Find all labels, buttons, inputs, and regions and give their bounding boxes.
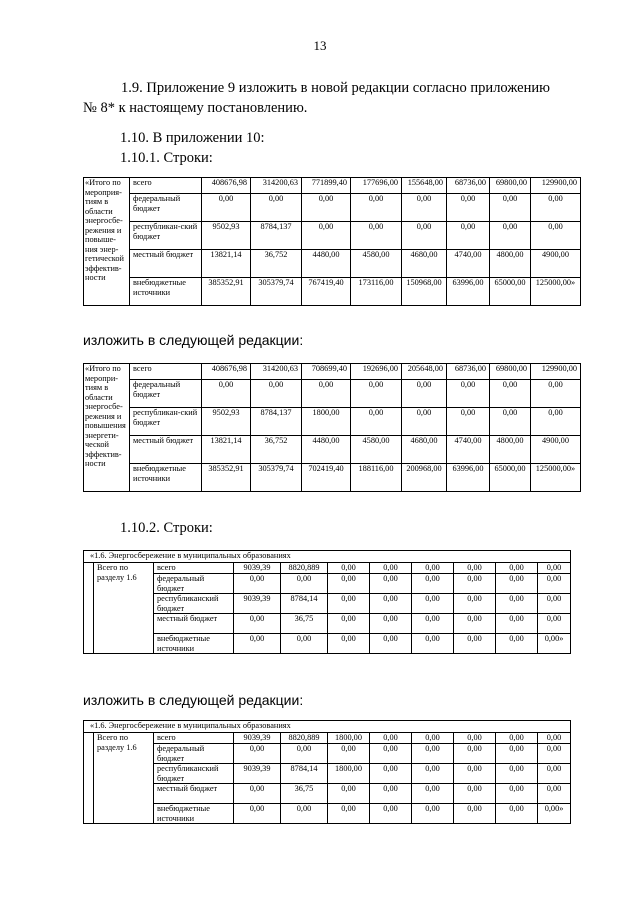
value-cell: 173116,00 — [351, 278, 402, 306]
source-name-cell: всего — [130, 364, 202, 380]
value-cell: 0,00 — [402, 194, 447, 222]
value-cell: 4680,00 — [402, 436, 447, 464]
value-cell: 0,00 — [496, 574, 538, 594]
table-row — [84, 380, 581, 408]
value-cell: 1800,00 — [302, 408, 351, 436]
value-cell: 0,00 — [370, 744, 412, 764]
value-cell: 4480,00 — [302, 436, 351, 464]
value-cell: 0,00 — [234, 784, 281, 804]
value-cell: 200968,00 — [402, 464, 447, 492]
heading-1-10-2: 1.10.2. Строки: — [120, 520, 213, 536]
value-cell: 0,00 — [202, 194, 251, 222]
indent-cell — [84, 733, 94, 824]
value-cell: 0,00 — [281, 744, 328, 764]
value-cell: 0,00 — [281, 634, 328, 654]
value-cell: 385352,91 — [202, 464, 251, 492]
value-cell: 9039,39 — [234, 563, 281, 574]
value-cell: 150968,00 — [402, 278, 447, 306]
table-row — [84, 436, 581, 464]
source-name-cell: внебюджетные источники — [130, 464, 202, 492]
value-cell: 0,00 — [496, 733, 538, 744]
value-cell: 0,00 — [281, 804, 328, 824]
value-cell: 0,00 — [251, 194, 302, 222]
value-cell: 0,00 — [454, 614, 496, 634]
value-cell: 0,00 — [234, 634, 281, 654]
value-cell: 8784,137 — [251, 222, 302, 250]
value-cell: 9502,93 — [202, 408, 251, 436]
table-row — [84, 464, 581, 492]
value-cell: 8820,889 — [281, 733, 328, 744]
table-row — [84, 804, 571, 824]
value-cell: 702419,40 — [302, 464, 351, 492]
table-row — [84, 594, 571, 614]
value-cell: 0,00 — [402, 408, 447, 436]
row-group-label: Всего по разделу 1.6 — [94, 563, 154, 654]
heading-1-10-1: 1.10.1. Строки: — [120, 150, 213, 166]
value-cell: 771899,40 — [302, 178, 351, 194]
value-cell: 205648,00 — [402, 364, 447, 380]
value-cell: 0,00 — [370, 614, 412, 634]
table-1-10-2-new — [83, 720, 571, 824]
paragraph-1-9-line-1: 1.9. Приложение 9 изложить в новой редакции согласно приложению — [121, 80, 550, 96]
table-row — [84, 278, 581, 306]
value-cell: 13821,14 — [202, 436, 251, 464]
source-name-cell: республикан-ский бюджет — [130, 222, 202, 250]
value-cell: 0,00 — [412, 744, 454, 764]
value-cell: 68736,00 — [447, 178, 490, 194]
value-cell: 0,00 — [454, 784, 496, 804]
value-cell: 0,00 — [328, 614, 370, 634]
value-cell: 0,00 — [447, 408, 490, 436]
value-cell: 36,752 — [251, 436, 302, 464]
value-cell: 68736,00 — [447, 364, 490, 380]
value-cell: 69800,00 — [490, 178, 531, 194]
value-cell: 0,00 — [202, 380, 251, 408]
table-row — [84, 563, 571, 574]
value-cell: 0,00 — [447, 380, 490, 408]
value-cell: 0,00 — [370, 764, 412, 784]
value-cell: 0,00 — [447, 194, 490, 222]
value-cell: 4680,00 — [402, 250, 447, 278]
value-cell: 0,00 — [531, 380, 581, 408]
value-cell: 0,00 — [538, 764, 571, 784]
section-header-row — [84, 551, 571, 563]
value-cell: 305379,74 — [251, 278, 302, 306]
table-1-10-2-old — [83, 550, 571, 654]
value-cell: 0,00 — [412, 574, 454, 594]
value-cell: 0,00 — [490, 222, 531, 250]
value-cell: 0,00 — [234, 614, 281, 634]
value-cell: 192696,00 — [351, 364, 402, 380]
value-cell: 0,00 — [370, 574, 412, 594]
value-cell: 0,00 — [370, 804, 412, 824]
value-cell: 0,00 — [370, 634, 412, 654]
value-cell: 0,00 — [351, 408, 402, 436]
value-cell: 9039,39 — [234, 764, 281, 784]
value-cell: 8820,889 — [281, 563, 328, 574]
source-name-cell: всего — [130, 178, 202, 194]
value-cell: 0,00 — [496, 563, 538, 574]
source-name-cell: внебюджетные источники — [154, 804, 234, 824]
section-header: «1.6. Энергосбережение в муниципальных образованиях — [84, 551, 571, 563]
value-cell: 385352,91 — [202, 278, 251, 306]
value-cell: 0,00 — [538, 744, 571, 764]
source-name-cell: всего — [154, 563, 234, 574]
table-row — [84, 250, 581, 278]
value-cell: 0,00 — [454, 804, 496, 824]
value-cell: 0,00 — [454, 764, 496, 784]
value-cell: 0,00 — [454, 594, 496, 614]
value-cell: 63996,00 — [447, 464, 490, 492]
row-group-label: «Итого по меропри-тиям в области энергосбе-режения и повышения энергети-ческой эффектив-ности — [84, 364, 130, 492]
value-cell: 9502,93 — [202, 222, 251, 250]
value-cell: 8784,14 — [281, 594, 328, 614]
value-cell: 36,75 — [281, 784, 328, 804]
value-cell: 0,00 — [496, 784, 538, 804]
value-cell: 0,00 — [412, 784, 454, 804]
value-cell: 0,00» — [538, 634, 571, 654]
value-cell: 0,00» — [538, 804, 571, 824]
value-cell: 4800,00 — [490, 250, 531, 278]
value-cell: 314200,63 — [251, 178, 302, 194]
source-name-cell: федеральный бюджет — [154, 744, 234, 764]
value-cell: 65000,00 — [490, 464, 531, 492]
value-cell: 0,00 — [402, 222, 447, 250]
value-cell: 708699,40 — [302, 364, 351, 380]
value-cell: 0,00 — [351, 194, 402, 222]
value-cell: 0,00 — [538, 563, 571, 574]
value-cell: 0,00 — [538, 733, 571, 744]
value-cell: 305379,74 — [251, 464, 302, 492]
value-cell: 0,00 — [412, 804, 454, 824]
value-cell: 4800,00 — [490, 436, 531, 464]
section-header-row — [84, 721, 571, 733]
value-cell: 0,00 — [251, 380, 302, 408]
value-cell: 0,00 — [496, 764, 538, 784]
value-cell: 0,00 — [234, 744, 281, 764]
table-row — [84, 614, 571, 634]
section-header: «1.6. Энергосбережение в муниципальных образованиях — [84, 721, 571, 733]
value-cell: 8784,14 — [281, 764, 328, 784]
value-cell: 4900,00 — [531, 436, 581, 464]
value-cell: 129900,00 — [531, 178, 581, 194]
value-cell: 0,00 — [328, 744, 370, 764]
value-cell: 1800,00 — [328, 764, 370, 784]
value-cell: 0,00 — [531, 222, 581, 250]
table-1-10-1-new — [83, 363, 581, 492]
table-1-10-1-old — [83, 177, 581, 306]
table-row — [84, 178, 581, 194]
value-cell: 0,00 — [496, 804, 538, 824]
source-name-cell: местный бюджет — [130, 250, 202, 278]
value-cell: 0,00 — [412, 563, 454, 574]
value-cell: 0,00 — [351, 380, 402, 408]
value-cell: 0,00 — [302, 222, 351, 250]
value-cell: 0,00 — [454, 744, 496, 764]
value-cell: 4740,00 — [447, 250, 490, 278]
value-cell: 4900,00 — [531, 250, 581, 278]
value-cell: 36,75 — [281, 614, 328, 634]
value-cell: 1800,00 — [328, 733, 370, 744]
value-cell: 9039,39 — [234, 733, 281, 744]
value-cell: 314200,63 — [251, 364, 302, 380]
value-cell: 188116,00 — [351, 464, 402, 492]
value-cell: 0,00 — [538, 784, 571, 804]
source-name-cell: республикан-ский бюджет — [130, 408, 202, 436]
paragraph-1-9 — [83, 78, 583, 118]
intro-new-edition-2: изложить в следующей редакции: — [83, 692, 304, 708]
table-row — [84, 784, 571, 804]
value-cell: 0,00 — [234, 574, 281, 594]
source-name-cell: республиканский бюджет — [154, 594, 234, 614]
value-cell: 0,00 — [402, 380, 447, 408]
table-row — [84, 733, 571, 744]
paragraph-1-9-line-2: № 8* к настоящему постановлению. — [83, 100, 308, 116]
value-cell: 0,00 — [454, 733, 496, 744]
value-cell: 0,00 — [496, 594, 538, 614]
value-cell: 0,00 — [328, 784, 370, 804]
value-cell: 129900,00 — [531, 364, 581, 380]
value-cell: 4480,00 — [302, 250, 351, 278]
value-cell: 0,00 — [328, 594, 370, 614]
source-name-cell: местный бюджет — [154, 784, 234, 804]
value-cell: 0,00 — [454, 634, 496, 654]
value-cell: 0,00 — [454, 574, 496, 594]
value-cell: 125000,00» — [531, 464, 581, 492]
value-cell: 0,00 — [496, 744, 538, 764]
source-name-cell: внебюджетные источники — [154, 634, 234, 654]
value-cell: 9039,39 — [234, 594, 281, 614]
value-cell: 0,00 — [302, 194, 351, 222]
value-cell: 8784,137 — [251, 408, 302, 436]
value-cell: 36,752 — [251, 250, 302, 278]
source-name-cell: местный бюджет — [154, 614, 234, 634]
value-cell: 0,00 — [490, 380, 531, 408]
table-row — [84, 194, 581, 222]
value-cell: 0,00 — [370, 563, 412, 574]
value-cell: 0,00 — [281, 574, 328, 594]
value-cell: 125000,00» — [531, 278, 581, 306]
value-cell: 0,00 — [496, 634, 538, 654]
table-row — [84, 364, 581, 380]
value-cell: 0,00 — [328, 574, 370, 594]
source-name-cell: федеральный бюджет — [130, 194, 202, 222]
value-cell: 767419,40 — [302, 278, 351, 306]
value-cell: 0,00 — [531, 408, 581, 436]
value-cell: 177696,00 — [351, 178, 402, 194]
source-name-cell: республиканский бюджет — [154, 764, 234, 784]
value-cell: 0,00 — [412, 634, 454, 654]
heading-1-10: 1.10. В приложении 10: — [120, 130, 265, 146]
value-cell: 0,00 — [234, 804, 281, 824]
value-cell: 0,00 — [328, 634, 370, 654]
table-row — [84, 222, 581, 250]
row-group-label: Всего по разделу 1.6 — [94, 733, 154, 824]
value-cell: 0,00 — [538, 594, 571, 614]
value-cell: 69800,00 — [490, 364, 531, 380]
value-cell: 65000,00 — [490, 278, 531, 306]
table-row — [84, 764, 571, 784]
intro-new-edition-1: изложить в следующей редакции: — [83, 332, 304, 348]
source-name-cell: федеральный бюджет — [154, 574, 234, 594]
value-cell: 63996,00 — [447, 278, 490, 306]
value-cell: 0,00 — [538, 574, 571, 594]
page-number: 13 — [313, 38, 327, 53]
value-cell: 0,00 — [454, 563, 496, 574]
value-cell: 408676,98 — [202, 178, 251, 194]
value-cell: 4740,00 — [447, 436, 490, 464]
value-cell: 4580,00 — [351, 436, 402, 464]
value-cell: 13821,14 — [202, 250, 251, 278]
row-group-label: «Итого по мероприя-тиям в области энергосбе-режения и повыше-ния энер-гетической эффектив-ности — [84, 178, 130, 306]
value-cell: 0,00 — [490, 408, 531, 436]
value-cell: 0,00 — [302, 380, 351, 408]
value-cell: 0,00 — [412, 733, 454, 744]
value-cell: 0,00 — [351, 222, 402, 250]
table-row — [84, 634, 571, 654]
value-cell: 0,00 — [412, 764, 454, 784]
indent-cell — [84, 563, 94, 654]
value-cell: 4580,00 — [351, 250, 402, 278]
value-cell: 0,00 — [370, 784, 412, 804]
value-cell: 0,00 — [531, 194, 581, 222]
value-cell: 0,00 — [538, 614, 571, 634]
value-cell: 0,00 — [328, 804, 370, 824]
table-row — [84, 408, 581, 436]
value-cell: 408676,98 — [202, 364, 251, 380]
value-cell: 0,00 — [412, 614, 454, 634]
value-cell: 0,00 — [370, 733, 412, 744]
value-cell: 0,00 — [490, 194, 531, 222]
source-name-cell: местный бюджет — [130, 436, 202, 464]
source-name-cell: федеральный бюджет — [130, 380, 202, 408]
value-cell: 0,00 — [412, 594, 454, 614]
value-cell: 0,00 — [370, 594, 412, 614]
source-name-cell: внебюджетные источники — [130, 278, 202, 306]
value-cell: 155648,00 — [402, 178, 447, 194]
table-row — [84, 744, 571, 764]
value-cell: 0,00 — [447, 222, 490, 250]
table-row — [84, 574, 571, 594]
source-name-cell: всего — [154, 733, 234, 744]
value-cell: 0,00 — [496, 614, 538, 634]
value-cell: 0,00 — [328, 563, 370, 574]
